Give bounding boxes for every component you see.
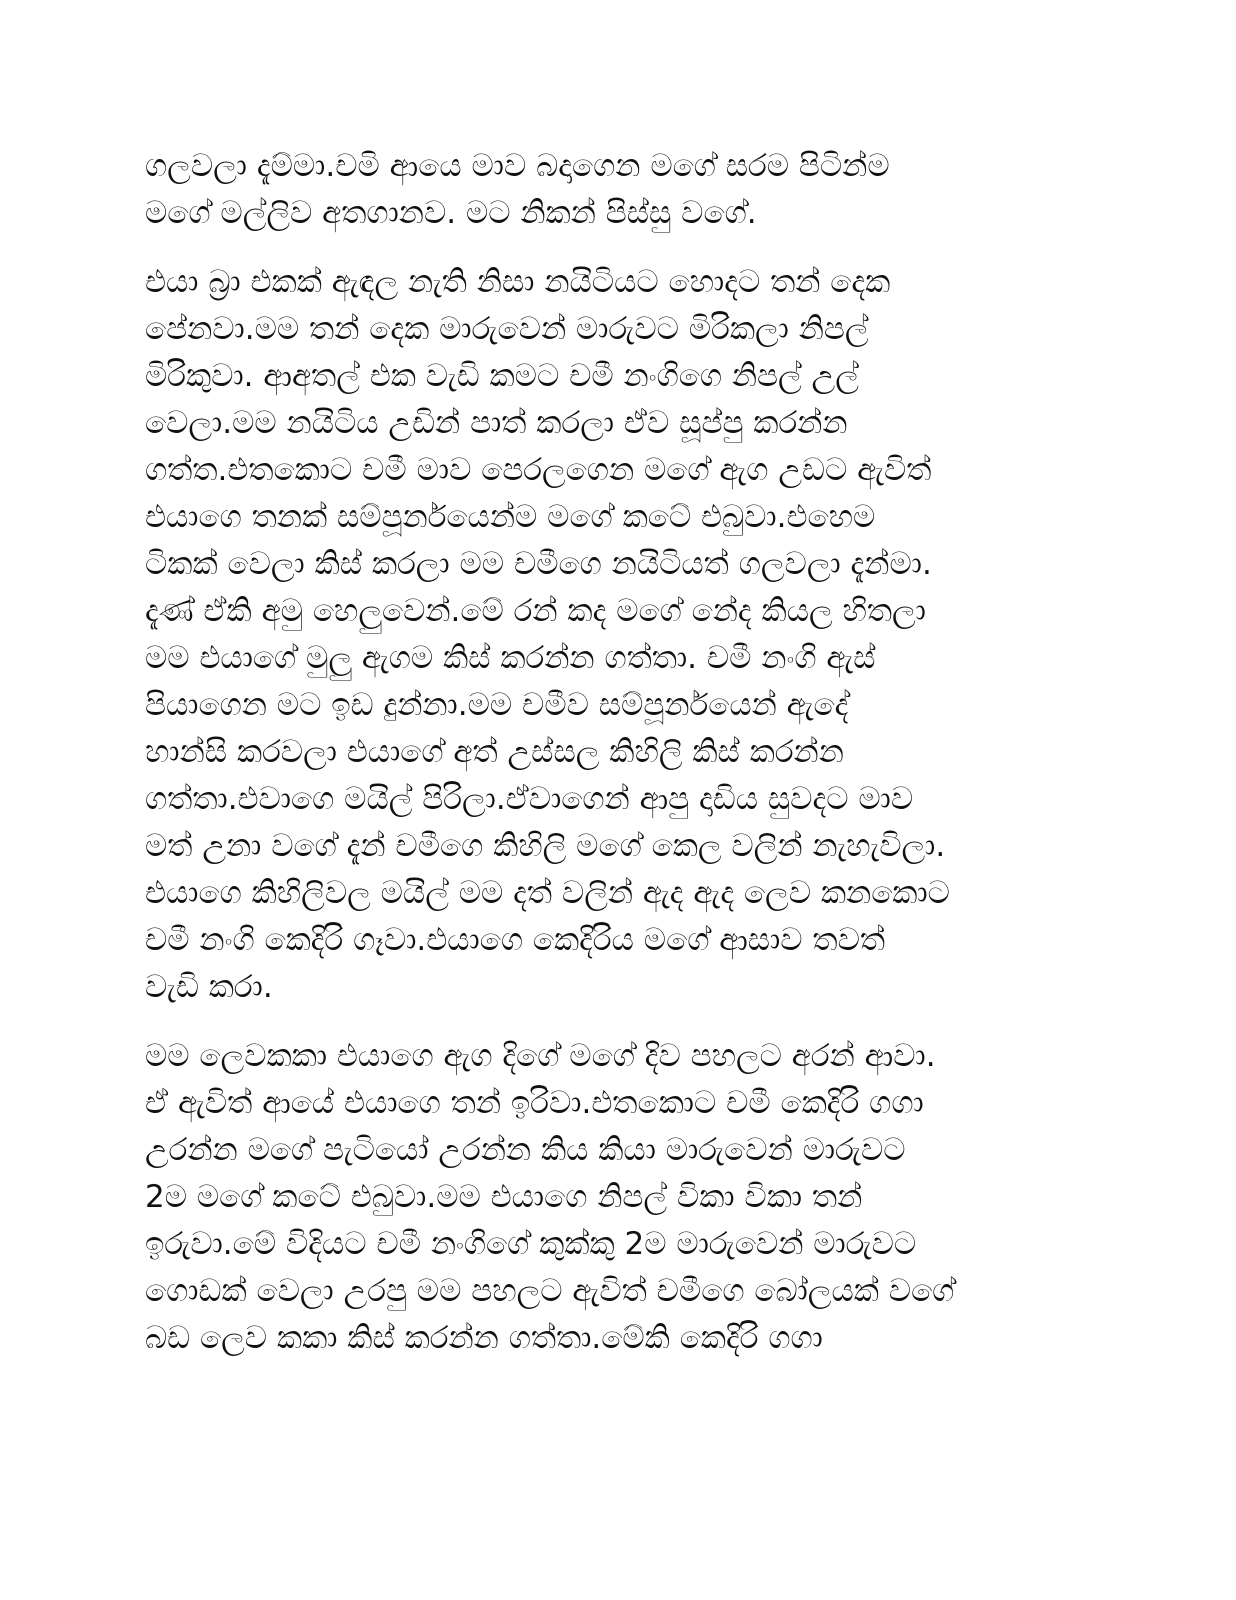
text-line: එයා බ්‍රා එකක් ඇඳල නැති නිසා නයිටියට හොදට තන් දෙක	[145, 264, 891, 300]
text-line: එයාගෙ කිහිලිවල මයිල් මම දත් වලින් ඇද ඇද ලෙව කනකොට	[145, 875, 950, 911]
text-line: වෙලා.මම නයිටිය උඩින් පාත් කරලා ඒව සූප්පු කරන්න	[145, 405, 848, 441]
body-text	[145, 143, 1105, 1384]
text-line: ඉරුවා.මේ විදියට චමී නංගිගේ කුක්කු 2ම මාරුවෙන් මාරුවට	[145, 1226, 917, 1262]
text-line: වැඩි කරා.	[145, 969, 273, 1005]
text-line: බඩ ලෙව කකා කිස් කරන්න ගත්තා.මේකි කෙදිරි ගගා	[145, 1320, 823, 1356]
text-line: මගේ මල්ලිව අතගානව. මට නිකන් පිස්සු වගේ.	[145, 195, 757, 231]
text-line: ගත්ත.එතකොට චමී මාව පෙරලගෙන මගේ ඇග උඩට ඇවිත්	[145, 452, 932, 488]
text-line: හාන්සි කරවලා එයාගේ අත් උස්සල කිහිලි කිස් කරන්න	[145, 734, 844, 770]
text-line: දැණ් ඒකි අමු හෙලුවෙන්.මේ රන් කද මගේ නේද කියල හිතලා	[145, 593, 926, 629]
paragraph-2	[145, 259, 1105, 1011]
paragraph-3	[145, 1033, 1105, 1362]
text-line: මිරිකුවා. ආඅතල් එක වැඩි කමට චමී නංගිගෙ නිපල් උල්	[145, 358, 859, 394]
text-line: එයාගෙ තනක් සම්පූර්නයෙන්ම මගේ කටේ එබුවා.එහෙම	[145, 499, 876, 535]
text-line: ගත්තා.එවාගෙ මයිල් පිරිලා.ඒවාගෙන් ආපු දාඩිය සුවදට මාව	[145, 781, 914, 817]
text-line: ටිකක් වෙලා කිස් කරලා මම චමීගෙ නයිටියත් ගලවලා දැන්මා.	[145, 546, 932, 582]
text-line: පේනවා.මම තන් දෙක මාරුවෙන් මාරුවට මිරිකලා නිපල්	[145, 311, 869, 347]
text-line: පියාගෙන මට ඉඩ දුන්නා.මම චමීව සම්පූර්නයෙන් ඇදේ	[145, 687, 849, 723]
paragraph-1	[145, 143, 1105, 237]
text-line: චමී නංගි කෙදිරි ගෑවා.එයාගෙ කෙදිරිය මගේ ආසාව තවත්	[145, 922, 886, 958]
text-line: මත් උනා වගේ දැන් චමීගෙ කිහිලි මගේ කෙල වලින් නැහැවිලා.	[145, 828, 946, 864]
text-line: ගොඩක් වෙලා උරපු මම පහලට ඇවිත් චමීගෙ බෝලයක් වගේ	[145, 1273, 955, 1309]
text-line: මම ලෙවකකා එයාගෙ ඇග දිගේ මගේ දිව පහලට අරන් ආවා.	[145, 1038, 936, 1074]
text-line: 2ම මගේ කටේ එබුවා.මම එයාගෙ නිපල් විකා විකා තන්	[145, 1179, 863, 1215]
text-line: ගලවලා දැම්මා.චමි ආයෙ මාව බදාගෙන මගේ සරම පිටින්ම	[145, 148, 890, 184]
text-line: ඒ ඇවිත් ආයේ එයාගෙ තන් ඉරිවා.එතකොට චමී කෙදිරි ගගා	[145, 1085, 924, 1121]
text-line: උරන්න මගේ පැටියෝ උරන්න කිය කියා මාරුවෙන් මාරුවට	[145, 1132, 906, 1168]
text-line: මම එයාගේ මුලු ඇගම කිස් කරන්න ගත්තා. චමී නංගි ඇස්	[145, 640, 876, 676]
